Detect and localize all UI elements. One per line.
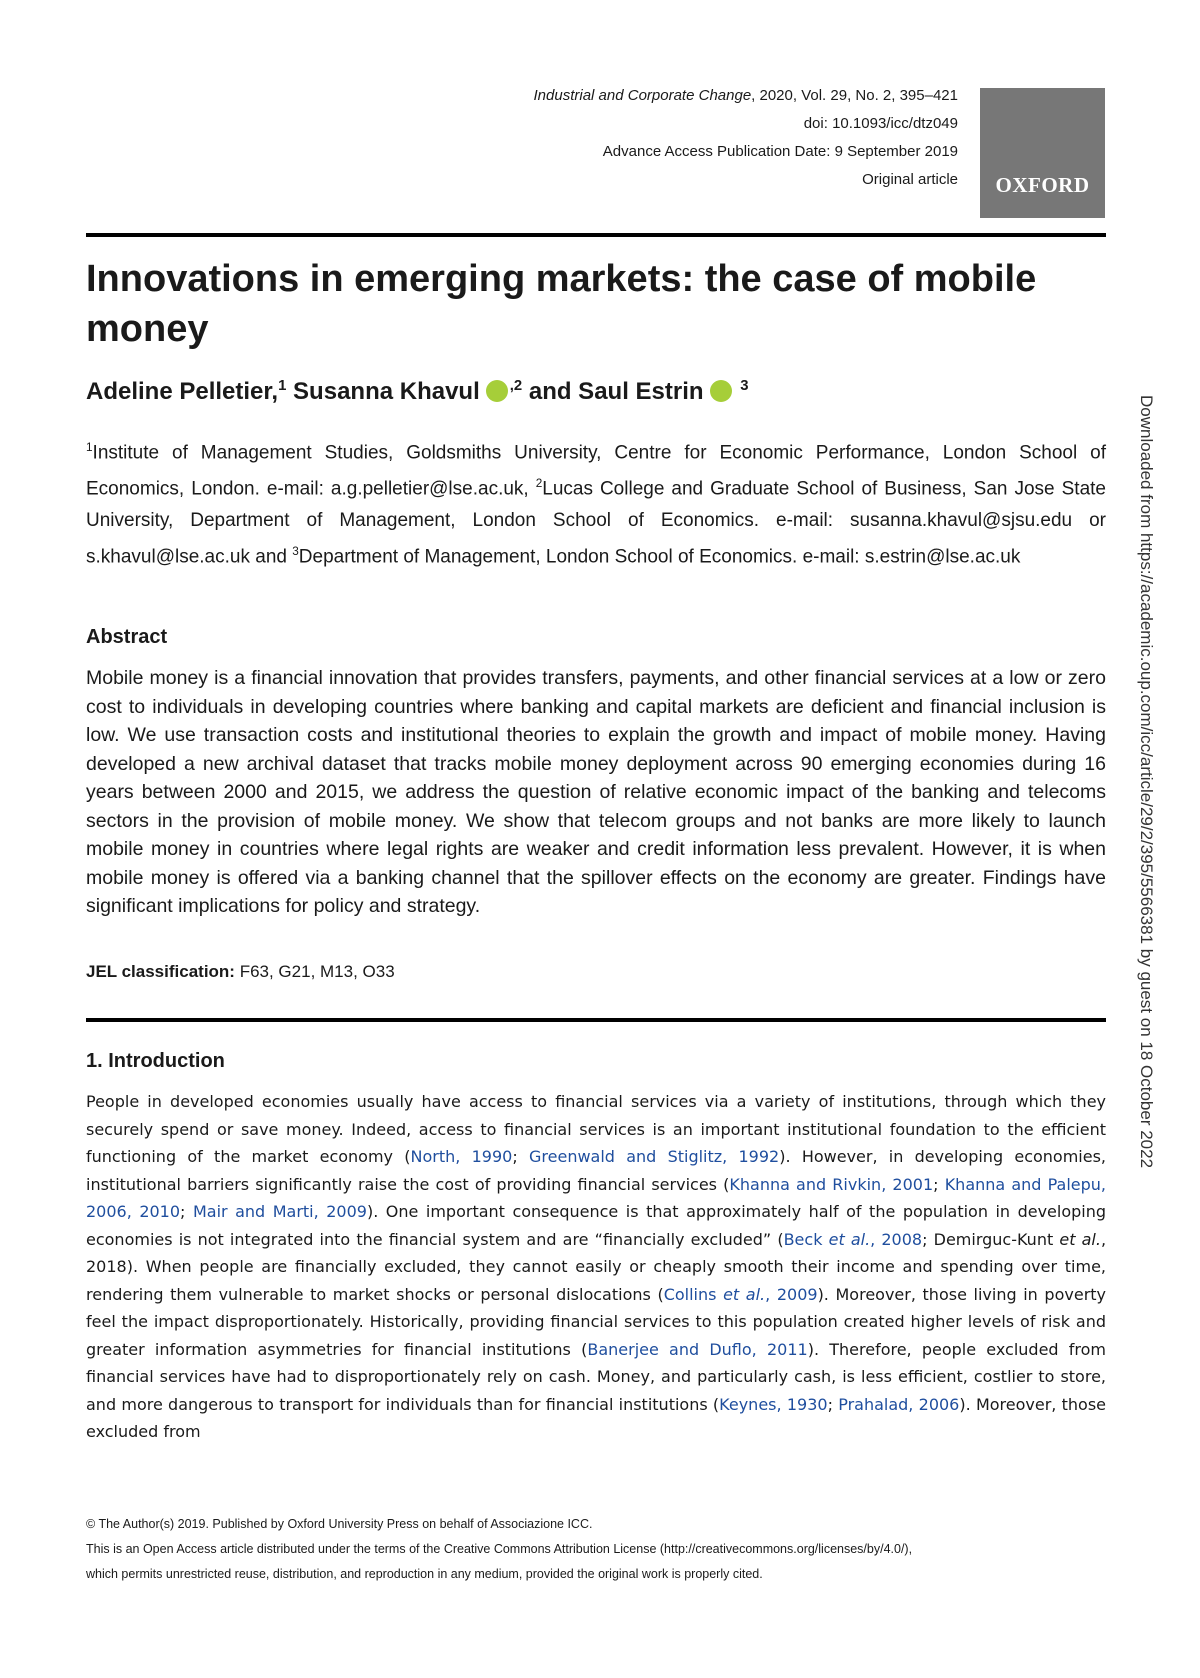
abstract-text: Mobile money is a financial innovation that provides transfers, payments, and other financial services at a low or zero cost to individuals in developing countries where banking and capital markets are deficient and financial inclusion is low. We use transaction costs and institutional theories to explain the growth and impact of mobile money. Having developed a new archival dataset that tracks mobile money deployment across 90 emerging economies during 16 years between 2000 and 2015, we address the question of relative economic impact of the banking and telecoms sectors in the provision of mobile money. We show that telecom groups and not banks are more likely to launch mobile money in countries where legal rights are weaker and credit information less prevalent. However, it is when mobile money is offered via a banking channel that the spillover effects on the economy are greater. Findings have significant implications for policy and strategy. <box>86 667 1106 917</box>
citation-year: , 2009 <box>765 1284 818 1304</box>
citation-link[interactable] <box>784 1230 923 1249</box>
jel-classification <box>86 962 395 982</box>
journal-header <box>300 82 958 194</box>
citation-link[interactable]: Khanna and Rivkin, 2001 <box>729 1174 934 1194</box>
citation-year: , 2008 <box>870 1229 923 1249</box>
citation-etal: et al. <box>828 1229 871 1249</box>
body-text: ; <box>933 1174 945 1194</box>
citation-link[interactable]: Mair and Marti, 2009 <box>192 1202 367 1221</box>
body-text: ). However, in developing economies, institutional barriers significantly raise the cost of providing financial services ( <box>86 1147 1107 1194</box>
body-text: ). Therefore, people excluded from financial services have had to disproportionately rely on cash. Money, and particularly cash, is less efficient, costlier to store, and more dangerous to transport for individuals than for financial institutions ( <box>86 1339 1107 1414</box>
jel-codes: F63, G21, M13, O33 <box>234 962 395 981</box>
citation-link[interactable]: Banerjee and Duflo, 2011 <box>587 1339 808 1359</box>
orcid-icon[interactable] <box>710 380 732 402</box>
body-text: ; Demirguc-Kunt <box>922 1229 1060 1249</box>
doi[interactable]: doi: 10.1093/icc/dtz049 <box>803 115 958 132</box>
article-title: Innovations in emerging markets: the case of mobile money <box>86 258 1037 350</box>
body-text: ; <box>180 1202 193 1221</box>
affiliation-text: Institute of Management Studies, Goldsmiths University, Centre for Economic Performance, London School of Economics, London. e-mail: a.g.pelletier@lse.ac.uk, <box>86 442 1106 500</box>
body-text: People in developed economies usually have access to financial services via a variety of institutions, through which they securely spend or save money. Indeed, access to financial services is an important institutional foundation to the efficient functioning of the market economy ( <box>86 1092 1106 1166</box>
body-text: ). Moreover, those living in poverty feel the impact disproportionately. Historically, providing financial services to this population created higher levels of risk and greater information asymmetries for financial institutions ( <box>86 1284 1107 1359</box>
body-text: ). Moreover, those excluded from <box>86 1394 1106 1441</box>
header-divider <box>86 233 1106 237</box>
body-text: ; <box>827 1394 839 1414</box>
affiliation-marker: 2 <box>535 477 543 491</box>
body-text: ). One important consequence is that approximately half of the population in developing economies is not integrated into the financial system and are “financially excluded” ( <box>86 1202 1107 1249</box>
section-heading-introduction: 1. Introduction <box>86 1050 225 1072</box>
author-name[interactable]: and Saul Estrin <box>528 378 704 405</box>
affiliations <box>86 432 1106 572</box>
section-divider <box>86 1018 1106 1022</box>
citation-link[interactable]: Prahalad, 2006 <box>838 1394 960 1414</box>
body-etal: et al. <box>1059 1229 1101 1249</box>
affiliation-text: Lucas College and Graduate School of Business, San Jose State University, Department of Management, London School of Economics. e-mail: susanna.khavul@sjsu.edu or s.khavul@lse.ac.uk and <box>86 478 1106 567</box>
citation-link[interactable]: Keynes, 1930 <box>719 1394 828 1414</box>
download-watermark: Downloaded from https://academic.oup.com/icc/article/29/2/395/5566381 by guest on 18 October 2022 <box>1137 395 1156 1169</box>
publication-date: Advance Access Publication Date: 9 September 2019 <box>602 143 958 160</box>
body-text: ; <box>512 1147 529 1166</box>
author-affiliation-marker: ,2 <box>509 378 523 394</box>
citation-link[interactable] <box>664 1285 818 1304</box>
journal-citation <box>300 82 958 110</box>
author-list <box>86 378 749 406</box>
author-affiliation-marker: 3 <box>740 378 749 394</box>
citation-link[interactable]: Khanna and Palepu, 2006, 2010 <box>86 1174 1107 1221</box>
orcid-icon[interactable] <box>486 380 508 402</box>
author-name[interactable]: Susanna Khavul <box>293 378 480 405</box>
jel-label: JEL classification: <box>86 962 235 981</box>
author-affiliation-marker: 1 <box>278 378 287 394</box>
license-line: which permits unrestricted reuse, distribution, and reproduction in any medium, provided the original work is properly cited. <box>86 1567 763 1581</box>
citation-author: Beck <box>783 1229 829 1249</box>
author-name[interactable]: Adeline Pelletier, <box>86 378 279 405</box>
affiliation-marker: 1 <box>86 441 93 454</box>
affiliation-text: Department of Management, London School of Economics. e-mail: s.estrin@lse.ac.uk <box>298 545 1021 567</box>
copyright-line: © The Author(s) 2019. Published by Oxford University Press on behalf of Associazione ICC. <box>86 1517 593 1531</box>
citation-link[interactable]: North, 1990 <box>410 1147 513 1166</box>
citation-etal: et al. <box>723 1284 766 1304</box>
journal-name: Industrial and Corporate Change <box>533 87 752 104</box>
oxford-logo: OXFORD <box>980 88 1105 218</box>
copyright-footer <box>86 1512 1106 1587</box>
license-line: This is an Open Access article distributed under the terms of the Creative Commons Attribution License (http://creativecommons.org/licenses/by/4.0/), <box>86 1542 913 1556</box>
introduction-paragraph <box>86 1088 1106 1446</box>
body-text: , 2018). When people are financially excluded, they cannot easily or cheaply smooth their income and spending over time, rendering them vulnerable to market shocks or personal dislocations ( <box>86 1229 1107 1304</box>
article-type: Original article <box>862 171 958 188</box>
abstract-heading: Abstract <box>86 626 168 648</box>
affiliation-marker: 3 <box>292 544 299 558</box>
citation-link[interactable]: Greenwald and Stiglitz, 1992 <box>529 1147 780 1166</box>
citation-author: Collins <box>663 1284 724 1304</box>
volume-info: , 2020, Vol. 29, No. 2, 395–421 <box>751 87 958 104</box>
